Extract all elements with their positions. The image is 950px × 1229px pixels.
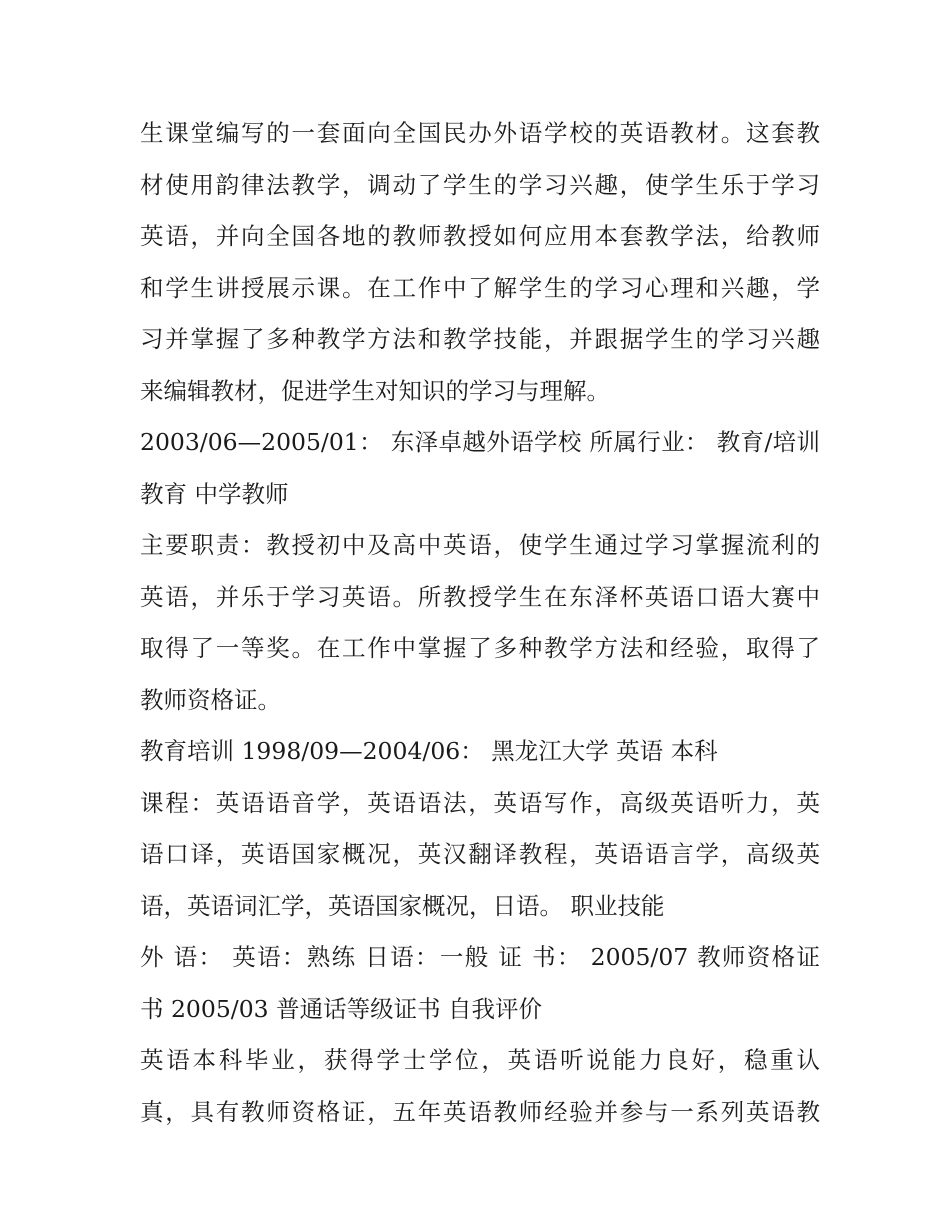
text-line: 英语，并乐于学习英语。所教授学生在东泽杯英语口语大赛中 — [140, 582, 820, 611]
text-line: 主要职责：教授初中及高中英语，使学生通过学习掌握流利的 — [140, 531, 820, 559]
text-line: 材使用韵律法教学，调动了学生的学习兴趣，使学生乐于学习 — [140, 170, 820, 199]
text-line: 取得了一等奖。在工作中掌握了多种教学方法和经验，取得了 — [140, 634, 820, 662]
text-line: 真，具有教师资格证，五年英语教师经验并参与一系列英语教 — [140, 1097, 820, 1126]
resume-body-text — [140, 108, 820, 1138]
text-line: 来编辑教材，促进学生对知识的学习与理解。 — [140, 376, 610, 405]
text-line: 和学生讲授展示课。在工作中了解学生的学习心理和兴趣，学 — [140, 273, 820, 302]
text-line: 语，英语词汇学，英语国家概况，日语。 职业技能 — [140, 891, 665, 920]
text-line: 生课堂编写的一套面向全国民办外语学校的英语教材。这套教 — [140, 119, 820, 147]
text-line: 书 2005/03 普通话等级证书 自我评价 — [140, 994, 543, 1023]
text-line: 外 语： 英语：熟练 日语：一般 证 书： 2005/07 教师资格证 — [140, 943, 820, 971]
text-line: 教师资格证。 — [140, 685, 281, 714]
text-line: 英语本科毕业，获得学士学位，英语听说能力良好，稳重认 — [140, 1046, 820, 1074]
text-line: 习并掌握了多种教学方法和教学技能，并跟据学生的学习兴趣 — [140, 325, 820, 353]
text-line: 2003/06—2005/01： 东泽卓越外语学校 所属行业： 教育/培训 — [140, 428, 820, 456]
text-line: 英语，并向全国各地的教师教授如何应用本套教学法，给教师 — [140, 222, 820, 250]
text-line: 语口译，英语国家概况，英汉翻译教程，英语语言学，高级英 — [140, 840, 820, 868]
text-line: 教育 中学教师 — [140, 479, 289, 508]
text-line: 教育培训 1998/09—2004/06： 黑龙江大学 英语 本科 — [140, 737, 718, 765]
text-line: 课程：英语语音学，英语语法，英语写作，高级英语听力，英 — [140, 788, 820, 817]
